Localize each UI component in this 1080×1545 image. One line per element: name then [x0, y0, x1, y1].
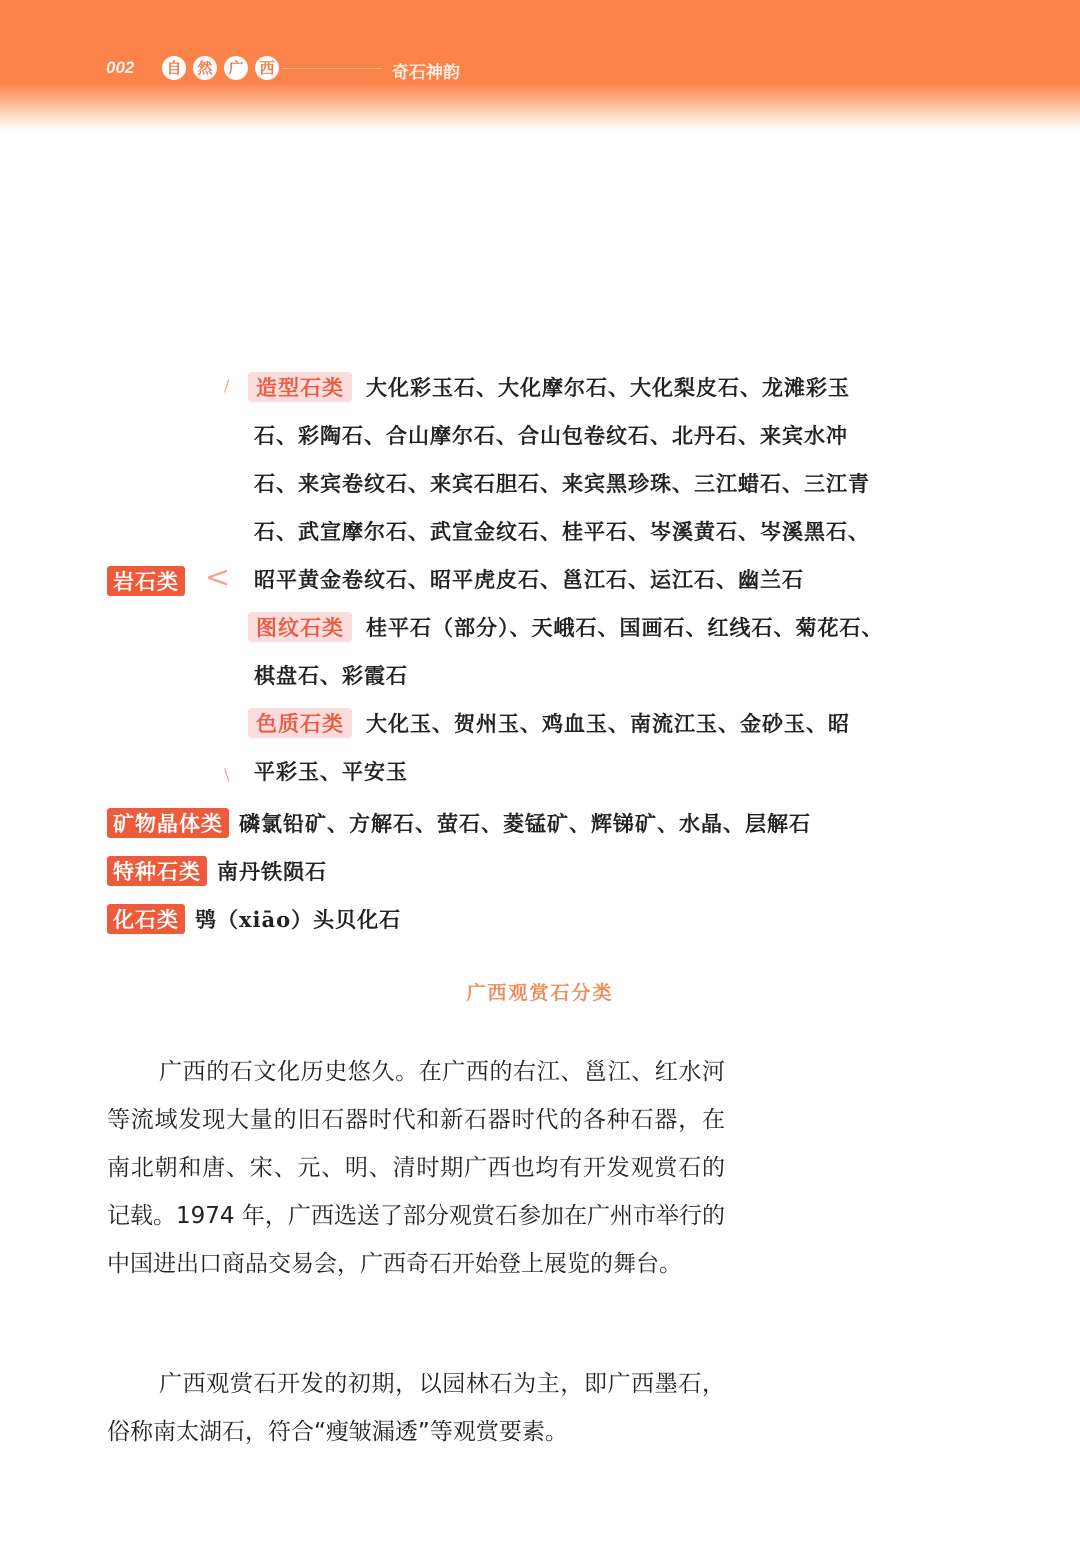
rock-category: [107, 566, 195, 596]
sub-badge-color: 色质石类: [248, 708, 352, 738]
special-category: 特种石类 南丹铁陨石: [107, 856, 327, 886]
shape-line-3: 石、武宣摩尔石、武宣金纹石、桂平石、岑溪黄石、岑溪黑石、: [254, 519, 870, 544]
brace-bottom: \: [224, 765, 230, 784]
shape-line-0: 造型石类 大化彩玉石、大化摩尔石、大化梨皮石、龙滩彩玉: [248, 372, 850, 402]
mineral-category: 矿物晶体类 磷氯铅矿、方解石、萤石、菱锰矿、辉锑矿、水晶、层解石: [107, 808, 811, 838]
shape-line-1: 石、彩陶石、合山摩尔石、合山包卷纹石、北丹石、来宾水冲: [254, 423, 848, 448]
main-badge-fossil: 化石类: [107, 904, 185, 934]
section-title: 奇石神韵: [392, 63, 460, 83]
body-paragraph: 广西观赏石开发的初期，以园林石为主，即广西墨石，俗称南太湖石，符合“瘦皱漏透”等观赏要素。: [107, 1371, 725, 1445]
page-header: [0, 0, 1080, 130]
series-char: 西: [255, 56, 279, 80]
figure-caption: 广西观赏石分类: [466, 982, 614, 1004]
shape-line-2: 石、来宾卷纹石、来宾石胆石、来宾黑珍珠、三江蜡石、三江青: [254, 471, 870, 496]
main-badge-mineral: 矿物晶体类: [107, 808, 229, 838]
brace-top: /: [224, 376, 230, 395]
brace-icon: <: [205, 560, 231, 595]
shape-line-4: 昭平黄金卷纹石、昭平虎皮石、邕江石、运江石、幽兰石: [254, 567, 804, 592]
color-line-0: 色质石类 大化玉、贺州玉、鸡血玉、南流江玉、金砂玉、昭: [248, 708, 850, 738]
main-badge-rock: 岩石类: [107, 566, 185, 596]
series-char: 广: [224, 56, 248, 80]
series-char: 然: [193, 56, 217, 80]
main-badge-special: 特种石类: [107, 856, 207, 886]
body-paragraph: 广西的石文化历史悠久。在广西的右江、邕江、红水河等流域发现大量的旧石器时代和新石器时代的各种石器，在南北朝和唐、宋、元、明、清时期广西也均有开发观赏石的记载。1974 年，广西选送了部分观赏石参加在广州市举行的中国进出口商品交易会，广西奇石开始登上展览的舞台。: [107, 1059, 725, 1277]
sub-badge-shape: 造型石类: [248, 372, 352, 402]
color-line-1: 平彩玉、平安玉: [254, 759, 408, 784]
series-char: 自: [162, 56, 186, 80]
pattern-line-1: 棋盘石、彩霞石: [254, 663, 408, 688]
page-number: 002: [106, 58, 135, 77]
fossil-category: 化石类 鸮（xiāo）头贝化石: [107, 904, 401, 934]
sub-badge-pattern: 图纹石类: [248, 612, 352, 642]
header-divider: [282, 68, 382, 69]
pattern-line-0: 图纹石类 桂平石（部分）、天峨石、国画石、红线石、菊花石、: [248, 612, 884, 642]
